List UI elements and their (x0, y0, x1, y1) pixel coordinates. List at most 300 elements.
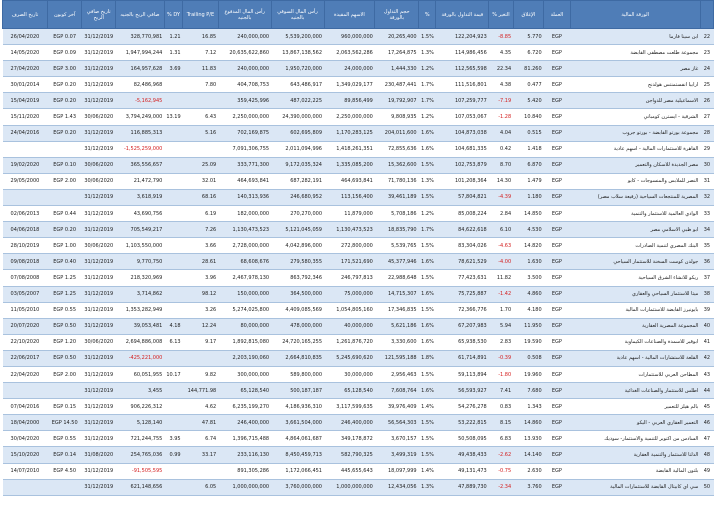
pct-cell: 1.5% (419, 29, 436, 45)
pay-date: 04/06/2018 (3, 222, 48, 238)
pay-date: 27/04/2020 (3, 61, 48, 77)
dividend-yield (164, 286, 182, 302)
last-coupon: EGP 0.20 (47, 222, 82, 238)
net-profit: 1,947,994,244 (116, 45, 165, 61)
net-profit: 906,226,312 (116, 399, 165, 415)
row-sn: 38 (700, 286, 713, 302)
change-pct: 8.15 (489, 415, 513, 431)
volume: 22,988,648 (375, 270, 419, 286)
security-name: غاز مصر (570, 61, 700, 77)
pay-date: 07/08/2008 (3, 270, 48, 286)
listed-shares: 1,261,876,720 (324, 334, 375, 350)
col-last-coupon[interactable]: آخر كوبون (47, 1, 82, 29)
row-sn: 40 (700, 318, 713, 334)
dividend-yield (164, 383, 182, 399)
listed-shares: 89,856,499 (324, 93, 375, 109)
net-profit-date: 30/06/2020 (82, 109, 116, 125)
net-profit-date: 31/12/2019 (82, 431, 116, 447)
volume: 17,346,835 (375, 302, 419, 318)
last-coupon: EGP 1.00 (47, 238, 82, 254)
dividend-yield: 6.13 (164, 334, 182, 350)
table-row[interactable] (3, 141, 714, 157)
pct-cell: 1.6% (419, 318, 436, 334)
volume: 230,487,441 (375, 77, 419, 93)
row-sn: 42 (700, 350, 713, 366)
pe-ratio (183, 350, 219, 366)
net-profit: 218,320,969 (116, 270, 165, 286)
table-row[interactable] (3, 318, 714, 334)
paid-capital: 240,000,000 (218, 61, 271, 77)
last-coupon: EGP 1.25 (47, 286, 82, 302)
security-name: بالم هيلز للتعمير (570, 399, 700, 415)
net-profit-date: 31/12/2019 (82, 318, 116, 334)
market-cap: 13,867,138,562 (271, 45, 324, 61)
net-profit-date: 31/12/2019 (82, 366, 116, 382)
security-name: اطلس للاستثمار والصناعات الغذائية (570, 383, 700, 399)
net-profit-date: 31/12/2019 (82, 415, 116, 431)
market-cap: 270,270,000 (271, 206, 324, 222)
row-sn: 25 (700, 77, 713, 93)
close-price: 14.140 (513, 447, 544, 463)
pct-cell: 1.2% (419, 206, 436, 222)
change-pct: 2.83 (489, 334, 513, 350)
pe-ratio: 6.05 (183, 479, 219, 495)
security-name: الوادي العالمية للاستثمار والتنمية (570, 206, 700, 222)
net-profit-date: 31/12/2019 (82, 302, 116, 318)
last-coupon: EGP 4.50 (47, 463, 82, 479)
listed-shares: 960,000,000 (324, 29, 375, 45)
table-row[interactable] (3, 286, 714, 302)
close-price: 1.180 (513, 189, 544, 205)
pct-cell: 1.3% (419, 45, 436, 61)
last-coupon: EGP 2.00 (47, 366, 82, 382)
pay-date: 03/05/2007 (3, 286, 48, 302)
table-row[interactable] (3, 463, 714, 479)
paid-capital: 2,250,000,000 (218, 109, 271, 125)
dividend-yield: 1.31 (164, 45, 182, 61)
security-name: الدلتا للاستثمار والتنمية العقارية (570, 447, 700, 463)
row-sn: 29 (700, 141, 713, 157)
market-cap: 589,800,000 (271, 366, 324, 382)
traded-value: 107,259,777 (436, 93, 489, 109)
volume: 5,708,186 (375, 206, 419, 222)
traded-value: 122,204,923 (436, 29, 489, 45)
currency-cell: EGP (544, 431, 570, 447)
pay-date: 11/05/2010 (3, 302, 48, 318)
col-net-profit[interactable]: صافي الربح بالجنيه (116, 1, 165, 29)
change-pct: -4.00 (489, 254, 513, 270)
close-price: 3.760 (513, 479, 544, 495)
pay-date (3, 383, 48, 399)
change-pct: 4.04 (489, 125, 513, 141)
pay-date: 18/04/2000 (3, 415, 48, 431)
market-cap: 4,186,936,310 (271, 399, 324, 415)
security-name: القاهرة للاستثمارات المالية - اسهم عادية (570, 141, 700, 157)
last-coupon (47, 479, 82, 495)
table-row[interactable] (3, 350, 714, 366)
pe-ratio: 7.80 (183, 77, 219, 93)
listed-shares: 1,335,085,200 (324, 157, 375, 173)
volume: 39,461,189 (375, 189, 419, 205)
dividend-yield (164, 189, 182, 205)
last-coupon: EGP 0.10 (47, 157, 82, 173)
paid-capital: 1,130,473,523 (218, 222, 271, 238)
table-row[interactable] (3, 415, 714, 431)
pay-date: 19/02/2020 (3, 157, 48, 173)
volume: 5,621,186 (375, 318, 419, 334)
pe-ratio: 25.09 (183, 157, 219, 173)
change-pct: 2.84 (489, 206, 513, 222)
traded-value: 85,008,224 (436, 206, 489, 222)
paid-capital: 6,235,199,270 (218, 399, 271, 415)
close-price: 2.630 (513, 463, 544, 479)
listed-shares: 171,521,690 (324, 254, 375, 270)
pct-cell: 1.5% (419, 157, 436, 173)
last-coupon: EGP 0.50 (47, 350, 82, 366)
last-coupon (47, 383, 82, 399)
pay-date: 14/05/2020 (3, 45, 48, 61)
pct-cell: 1.6% (419, 141, 436, 157)
security-name: ابوقير للاسمدة والصناعات الكيماوية (570, 334, 700, 350)
pay-date (3, 479, 48, 495)
currency-cell: EGP (544, 141, 570, 157)
security-name: ريكو للانشاء الشرق السياحية (570, 270, 700, 286)
security-name: القلعة للاستشارات المالية - اسهم عادية (570, 350, 700, 366)
market-cap: 9,172,035,324 (271, 157, 324, 173)
dividend-yield (164, 206, 182, 222)
pct-cell: 1.5% (419, 238, 436, 254)
pe-ratio: 68.16 (183, 189, 219, 205)
dividend-yield (164, 415, 182, 431)
listed-shares: 1,054,805,160 (324, 302, 375, 318)
pe-ratio: 11.83 (183, 61, 219, 77)
traded-value: 49,131,473 (436, 463, 489, 479)
pe-ratio: 6.74 (183, 431, 219, 447)
pct-cell: 1.5% (419, 431, 436, 447)
col-volume[interactable]: حجم التداول بالورقة (375, 1, 419, 29)
close-price: 5.420 (513, 93, 544, 109)
col-pct[interactable]: % (419, 1, 436, 29)
market-cap: 4,864,061,687 (271, 431, 324, 447)
table-row[interactable] (3, 109, 714, 125)
currency-cell: EGP (544, 334, 570, 350)
dividend-yield: 10.17 (164, 366, 182, 382)
pe-ratio: 9.17 (183, 334, 219, 350)
net-profit: -425,221,000 (116, 350, 165, 366)
net-profit-date: 31/12/2019 (82, 77, 116, 93)
currency-cell: EGP (544, 77, 570, 93)
volume: 3,670,157 (375, 431, 419, 447)
paid-capital: 7,091,306,755 (218, 141, 271, 157)
dividend-yield (164, 302, 182, 318)
security-name: التعمير العقاري العربي - اليكو (570, 415, 700, 431)
col-dy[interactable]: DY % (164, 1, 182, 29)
table-row[interactable] (3, 173, 714, 189)
net-profit: 5,128,140 (116, 415, 165, 431)
table-row[interactable] (3, 222, 714, 238)
table-row[interactable] (3, 479, 714, 495)
market-cap: 478,000,000 (271, 318, 324, 334)
listed-shares: 1,130,473,523 (324, 222, 375, 238)
last-coupon: EGP 0.20 (47, 93, 82, 109)
pct-cell: 1.6% (419, 254, 436, 270)
table-row[interactable] (3, 447, 714, 463)
col-currency[interactable]: العملة (544, 1, 570, 29)
pay-date (3, 141, 48, 157)
traded-value: 53,222,815 (436, 415, 489, 431)
net-profit: 164,957,628 (116, 61, 165, 77)
volume: 12,434,056 (375, 479, 419, 495)
market-cap: 1,172,066,451 (271, 463, 324, 479)
paid-capital: 140,313,936 (218, 189, 271, 205)
net-profit-date: 30/06/2020 (82, 334, 116, 350)
last-coupon: EGP 0.20 (47, 77, 82, 93)
security-name: بايونيرز القابضة للاستثمارات المالية (570, 302, 700, 318)
net-profit-date: 30/06/2020 (82, 157, 116, 173)
security-name: مجموعة طلعت مصطفى القابضة (570, 45, 700, 61)
net-profit: 3,618,919 (116, 189, 165, 205)
table-row[interactable] (3, 45, 714, 61)
security-name: السادس من اكتوبر للتنمية والاستثمار- سوديك (570, 431, 700, 447)
paid-capital: 80,000,000 (218, 318, 271, 334)
security-name: مجموعة بورتو القابضة - بورتو جروب (570, 125, 700, 141)
volume: 19,792,907 (375, 93, 419, 109)
traded-value: 78,621,529 (436, 254, 489, 270)
pay-date (3, 189, 48, 205)
pct-cell: 1.7% (419, 77, 436, 93)
close-price: 4.860 (513, 286, 544, 302)
net-profit-date: 31/12/2019 (82, 125, 116, 141)
currency-cell: EGP (544, 254, 570, 270)
row-sn: 46 (700, 415, 713, 431)
volume: 3,330,600 (375, 334, 419, 350)
traded-value: 104,873,038 (436, 125, 489, 141)
dividend-yield: 4.18 (164, 318, 182, 334)
paid-capital: 2,203,190,060 (218, 350, 271, 366)
net-profit: 621,148,656 (116, 479, 165, 495)
market-cap: 364,500,000 (271, 286, 324, 302)
traded-value: 56,593,927 (436, 383, 489, 399)
table-row[interactable] (3, 157, 714, 173)
close-price: 4.180 (513, 302, 544, 318)
listed-shares: 272,800,000 (324, 238, 375, 254)
paid-capital: 404,708,753 (218, 77, 271, 93)
net-profit: 3,455 (116, 383, 165, 399)
volume: 71,780,136 (375, 173, 419, 189)
net-profit-date: 31/08/2020 (82, 447, 116, 463)
security-name: سي اي كابيتال القابضة للاستثمارات المالية (570, 479, 700, 495)
pe-ratio: 5.16 (183, 125, 219, 141)
close-price: 5.770 (513, 29, 544, 45)
table-row[interactable] (3, 189, 714, 205)
row-sn: 26 (700, 93, 713, 109)
pay-date: 28/10/2019 (3, 238, 48, 254)
table-row[interactable] (3, 399, 714, 415)
pct-cell: 1.2% (419, 109, 436, 125)
traded-value: 72,366,776 (436, 302, 489, 318)
table-row[interactable] (3, 206, 714, 222)
table-row[interactable] (3, 61, 714, 77)
table-row[interactable] (3, 93, 714, 109)
net-profit: 721,244,755 (116, 431, 165, 447)
pay-date: 30/01/2014 (3, 77, 48, 93)
dividend-yield (164, 93, 182, 109)
change-pct: -0.75 (489, 463, 513, 479)
pct-cell: 1.8% (419, 350, 436, 366)
change-pct: -0.39 (489, 350, 513, 366)
table-row[interactable] (3, 383, 714, 399)
traded-value: 75,725,887 (436, 286, 489, 302)
col-close[interactable]: الإغلاق (513, 1, 544, 29)
col-net-profit-date[interactable]: تاريخ صافي الربح (82, 1, 116, 29)
pct-cell: 1.4% (419, 463, 436, 479)
last-coupon: EGP 0.55 (47, 431, 82, 447)
pe-ratio: 3.26 (183, 302, 219, 318)
change-pct: -2.34 (489, 479, 513, 495)
table-row[interactable] (3, 270, 714, 286)
paid-capital: 240,000,000 (218, 29, 271, 45)
pe-ratio: 6.19 (183, 206, 219, 222)
currency-cell: EGP (544, 29, 570, 45)
dividend-yield (164, 399, 182, 415)
pct-cell: 1.5% (419, 366, 436, 382)
security-name: ابو ظبي الاسلامي مصر (570, 222, 700, 238)
pay-date: 22/10/2020 (3, 334, 48, 350)
col-pay-date[interactable]: تاريخ الصرف (3, 1, 48, 29)
currency-cell: EGP (544, 270, 570, 286)
col-security-name[interactable]: الورقة المالية (570, 1, 700, 29)
pe-ratio: 9.82 (183, 366, 219, 382)
col-pe[interactable]: Trailing P/E (183, 1, 219, 29)
listed-shares: 1,349,029,177 (324, 77, 375, 93)
listed-shares: 582,790,325 (324, 447, 375, 463)
paid-capital: 246,400,000 (218, 415, 271, 431)
close-price: 1.418 (513, 141, 544, 157)
volume: 9,808,935 (375, 109, 419, 125)
listed-shares: 1,418,261,351 (324, 141, 375, 157)
market-cap: 1,950,720,000 (271, 61, 324, 77)
currency-cell: EGP (544, 463, 570, 479)
net-profit: 39,053,481 (116, 318, 165, 334)
volume: 5,539,765 (375, 238, 419, 254)
pay-date: 20/07/2020 (3, 318, 48, 334)
col-market-cap[interactable]: رأس المال السوقي بالجنيه (271, 1, 324, 29)
table-row[interactable] (3, 77, 714, 93)
pay-date: 15/04/2019 (3, 93, 48, 109)
security-name: المطاحن العربي للاستثمارات (570, 366, 700, 382)
traded-value: 47,889,730 (436, 479, 489, 495)
pe-ratio: 7.26 (183, 222, 219, 238)
market-cap: 500,187,187 (271, 383, 324, 399)
pe-ratio: 32.01 (183, 173, 219, 189)
row-sn: 44 (700, 383, 713, 399)
close-price: 7.680 (513, 383, 544, 399)
last-coupon: EGP 1.43 (47, 109, 82, 125)
row-sn: 48 (700, 447, 713, 463)
col-paid-capital[interactable]: رأس المال المدفوع بالجنيه (218, 1, 271, 29)
table-row[interactable] (3, 125, 714, 141)
row-sn: 34 (700, 222, 713, 238)
row-sn: 28 (700, 125, 713, 141)
listed-shares: 2,063,562,286 (324, 45, 375, 61)
change-pct: -8.85 (489, 29, 513, 45)
table-row[interactable] (3, 254, 714, 270)
table-header-row (3, 1, 714, 29)
currency-cell: EGP (544, 157, 570, 173)
col-sn[interactable] (700, 1, 713, 29)
last-coupon: EGP 1.20 (47, 334, 82, 350)
volume: 39,976,409 (375, 399, 419, 415)
table-row[interactable] (3, 302, 714, 318)
net-profit-date: 31/12/2019 (82, 463, 116, 479)
change-pct: 0.42 (489, 141, 513, 157)
listed-shares: 3,117,599,635 (324, 399, 375, 415)
pct-cell: 1.4% (419, 399, 436, 415)
paid-capital: 333,771,300 (218, 157, 271, 173)
traded-value: 54,276,278 (436, 399, 489, 415)
table-row[interactable] (3, 29, 714, 45)
currency-cell: EGP (544, 383, 570, 399)
currency-cell: EGP (544, 222, 570, 238)
currency-cell: EGP (544, 350, 570, 366)
currency-cell: EGP (544, 318, 570, 334)
volume: 204,011,600 (375, 125, 419, 141)
row-sn: 43 (700, 366, 713, 382)
traded-value: 83,304,026 (436, 238, 489, 254)
traded-value: 67,207,983 (436, 318, 489, 334)
net-profit: 328,770,981 (116, 29, 165, 45)
volume: 20,265,400 (375, 29, 419, 45)
pay-date: 14/07/2010 (3, 463, 48, 479)
net-profit-date: 31/12/2019 (82, 141, 116, 157)
currency-cell: EGP (544, 109, 570, 125)
dividend-yield: 3.69 (164, 61, 182, 77)
currency-cell: EGP (544, 286, 570, 302)
close-price: 11.950 (513, 318, 544, 334)
close-price: 19.590 (513, 334, 544, 350)
dividend-yield: 13.19 (164, 109, 182, 125)
pe-ratio (183, 93, 219, 109)
table-row[interactable] (3, 366, 714, 382)
pay-date: 24/04/2016 (3, 125, 48, 141)
last-coupon: EGP 0.44 (47, 206, 82, 222)
listed-shares: 464,693,841 (324, 173, 375, 189)
row-sn: 45 (700, 399, 713, 415)
paid-capital: 20,635,622,860 (218, 45, 271, 61)
currency-cell: EGP (544, 399, 570, 415)
table-row[interactable] (3, 238, 714, 254)
net-profit: 3,714,862 (116, 286, 165, 302)
col-listed-shares[interactable]: الاسهم المقيدة (324, 1, 375, 29)
market-cap: 24,390,000,000 (271, 109, 324, 125)
dividend-yield (164, 479, 182, 495)
row-sn: 22 (700, 29, 713, 45)
traded-value: 101,208,364 (436, 173, 489, 189)
col-change[interactable]: التغير % (489, 1, 513, 29)
change-pct: -1.28 (489, 109, 513, 125)
market-cap: 246,680,952 (271, 189, 324, 205)
last-coupon: EGP 0.20 (47, 125, 82, 141)
col-traded-value[interactable]: قيمة التداول بالورقة (436, 1, 489, 29)
traded-value: 84,622,618 (436, 222, 489, 238)
market-cap: 602,695,809 (271, 125, 324, 141)
market-cap: 687,282,191 (271, 173, 324, 189)
row-sn: 37 (700, 270, 713, 286)
change-pct: -4.39 (489, 189, 513, 205)
table-row[interactable] (3, 431, 714, 447)
pay-date: 15/10/2020 (3, 447, 48, 463)
table-row[interactable] (3, 334, 714, 350)
